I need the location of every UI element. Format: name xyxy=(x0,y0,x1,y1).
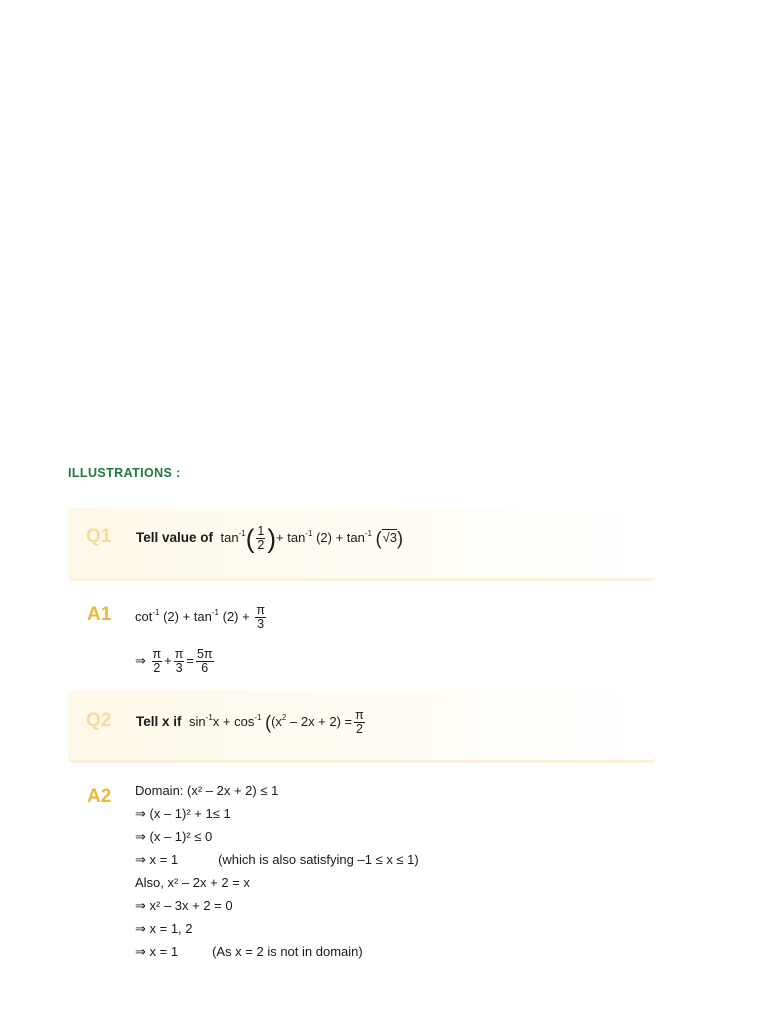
question-2-tag: Q2 xyxy=(86,710,112,731)
answer-2-line-6: ⇒ x² – 3x + 2 = 0 xyxy=(135,898,233,913)
answer-2-line-3: ⇒ (x – 1)² ≤ 0 xyxy=(135,829,213,844)
question-1-box xyxy=(68,508,656,581)
answer-2-tag: A2 xyxy=(87,786,112,807)
answer-2-line-2: ⇒ (x – 1)² + 1≤ 1 xyxy=(135,806,231,821)
answer-2-line-8: ⇒ x = 1 (As x = 2 is not in domain) xyxy=(135,944,363,959)
section-heading: ILLUSTRATIONS : xyxy=(68,466,181,480)
question-1-text: Tell value of $\tan^{-1}$( $\frac{1}{2}$ )+ $\tan^{-1} (2) + \tan^{-1} (√3)$ xyxy=(136,523,403,554)
question-2-box xyxy=(68,690,656,763)
answer-2-line-5: Also, x² – 2x + 2 = x xyxy=(135,875,250,890)
answer-2-line-1: Domain: (x² – 2x + 2) ≤ 1 xyxy=(135,783,279,798)
question-2-text: Tell x if $\sin^{-1}x + \cos^{-1} ((x^2 - 2x + 2)$ = $\frac{\pi}{2}$ xyxy=(136,708,364,736)
question-1-tag: Q1 xyxy=(86,526,112,547)
answer-2-line-4: ⇒ x = 1 (which is also satisfying –1 ≤ x ≤ 1) xyxy=(135,852,419,867)
answer-1-line-2: ⇒ $\frac{\pi}{2}$ + $\frac{\pi}{3}$ = $\frac{5\pi}{6}$ xyxy=(135,647,213,675)
answer-2-line-7: ⇒ x = 1, 2 xyxy=(135,921,193,936)
answer-1-tag: A1 xyxy=(87,604,112,625)
answer-1-line-1: $\cot^{-1} (2) + \tan^{-1} (2)$ + $\frac{\pi}{3}$ xyxy=(135,603,265,631)
